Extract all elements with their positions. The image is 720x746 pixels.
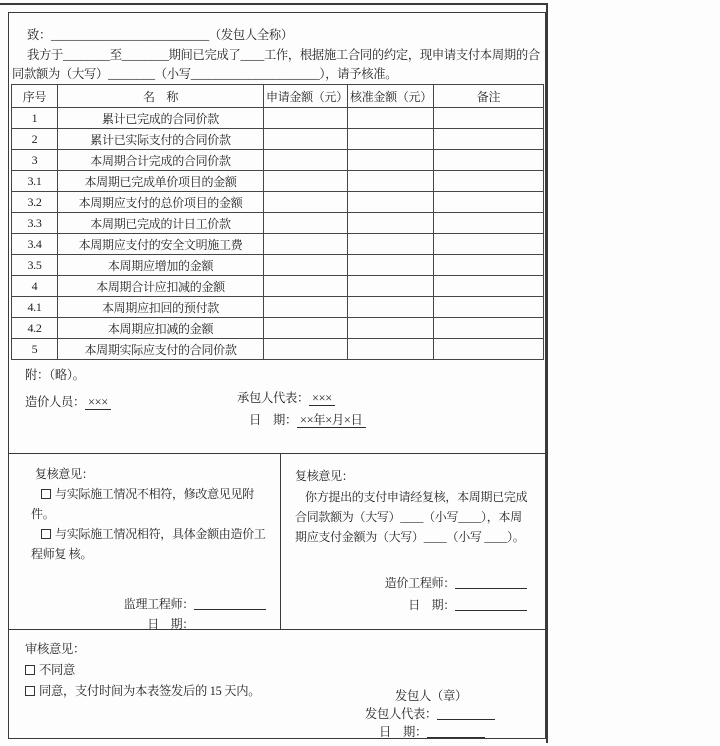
disagree-label: 不同意 bbox=[39, 663, 75, 677]
row-no: 3.2 bbox=[12, 192, 58, 213]
remark-cell[interactable] bbox=[434, 213, 544, 234]
approved-amount-cell[interactable] bbox=[348, 129, 434, 150]
contractor-date-value[interactable]: ××年×月×日 bbox=[297, 413, 366, 428]
col-header-no: 序号 bbox=[12, 85, 58, 108]
approved-amount-cell[interactable] bbox=[348, 108, 434, 129]
apply-amount-cell[interactable] bbox=[264, 339, 348, 360]
remark-cell[interactable] bbox=[434, 171, 544, 192]
row-name: 本周期应增加的金额 bbox=[58, 255, 264, 276]
employer-rep-line bbox=[365, 705, 525, 723]
supervisor-date-label: 日 期： bbox=[147, 617, 194, 631]
employer-rep-label: 发包人代表： bbox=[365, 707, 437, 721]
review-right-paragraph: 你方提出的支付申请经复核，本周期已完成合同款额为（大写）____（小写____），本周期应支付金额为（大写）____（小写 ____）。 bbox=[295, 490, 528, 544]
row-name: 本周期实际应支付的合同价款 bbox=[58, 339, 264, 360]
supervisor-label: 监理工程师： bbox=[123, 597, 194, 611]
cost-engineer-signature-blank[interactable] bbox=[455, 576, 527, 589]
contractor-rep-value[interactable]: ××× bbox=[309, 391, 335, 406]
apply-amount-cell[interactable] bbox=[264, 276, 348, 297]
row-no: 1 bbox=[12, 108, 58, 129]
approved-amount-cell[interactable] bbox=[348, 171, 434, 192]
row-no: 3.4 bbox=[12, 234, 58, 255]
row-no: 3 bbox=[12, 150, 58, 171]
apply-amount-cell[interactable] bbox=[264, 108, 348, 129]
employer-signature-block bbox=[365, 687, 525, 741]
cost-engineer-line bbox=[385, 572, 527, 594]
cost-engineer-review-cell bbox=[281, 454, 545, 629]
payment-application-form bbox=[8, 12, 546, 739]
audit-option-disagree bbox=[25, 660, 545, 681]
remark-cell[interactable] bbox=[434, 255, 544, 276]
col-header-name: 名 称 bbox=[58, 85, 264, 108]
remark-cell[interactable] bbox=[434, 276, 544, 297]
intro-paragraph bbox=[12, 26, 542, 84]
col-header-remark: 备注 bbox=[434, 85, 544, 108]
row-name: 本周期已完成的计日工价款 bbox=[58, 213, 264, 234]
table-row bbox=[12, 108, 544, 129]
row-name: 本周期应支付的安全文明施工费 bbox=[58, 234, 264, 255]
cost-engineer-date-blank[interactable] bbox=[455, 598, 527, 611]
approved-amount-cell[interactable] bbox=[348, 213, 434, 234]
apply-amount-cell[interactable] bbox=[264, 213, 348, 234]
contractor-rep-label: 承包人代表： bbox=[237, 391, 309, 405]
cost-clerk-value[interactable]: ××× bbox=[85, 395, 111, 410]
table-row bbox=[12, 150, 544, 171]
row-no: 2 bbox=[12, 129, 58, 150]
table-row bbox=[12, 234, 544, 255]
table-row bbox=[12, 318, 544, 339]
mismatch-label: 与实际施工情况不相符，修改意见见附件。 bbox=[31, 487, 254, 521]
row-name: 本周期应支付的总价项目的金额 bbox=[58, 192, 264, 213]
table-header-row bbox=[12, 85, 544, 108]
row-name: 累计已实际支付的合同价款 bbox=[58, 129, 264, 150]
row-no: 3.1 bbox=[12, 171, 58, 192]
table-row bbox=[12, 297, 544, 318]
contractor-rep-block bbox=[237, 387, 366, 431]
apply-amount-cell[interactable] bbox=[264, 255, 348, 276]
review-left-title: 复核意见： bbox=[35, 467, 94, 481]
table-row bbox=[12, 255, 544, 276]
cost-engineer-date-label: 日 期： bbox=[408, 598, 455, 612]
table-row bbox=[12, 339, 544, 360]
apply-amount-cell[interactable] bbox=[264, 318, 348, 339]
approved-amount-cell[interactable] bbox=[348, 339, 434, 360]
apply-amount-cell[interactable] bbox=[264, 171, 348, 192]
cost-engineer-signature-block bbox=[385, 572, 527, 616]
supervisor-line bbox=[124, 594, 266, 614]
row-name: 本周期已完成单价项目的金额 bbox=[58, 171, 264, 192]
approved-amount-cell[interactable] bbox=[348, 318, 434, 339]
employer-date-blank[interactable] bbox=[427, 725, 485, 738]
row-no: 3.3 bbox=[12, 213, 58, 234]
remark-cell[interactable] bbox=[434, 297, 544, 318]
remark-cell[interactable] bbox=[434, 129, 544, 150]
cost-engineer-label: 造价工程师： bbox=[384, 576, 455, 590]
approved-amount-cell[interactable] bbox=[348, 276, 434, 297]
review-option-mismatch bbox=[31, 484, 272, 524]
approved-amount-cell[interactable] bbox=[348, 297, 434, 318]
apply-amount-cell[interactable] bbox=[264, 234, 348, 255]
cost-clerk-label: 造价人员： bbox=[25, 395, 85, 409]
row-name: 本周期合计应扣减的金额 bbox=[58, 276, 264, 297]
table-row bbox=[12, 213, 544, 234]
table-row bbox=[12, 129, 544, 150]
apply-amount-cell[interactable] bbox=[264, 297, 348, 318]
col-header-approve: 核准金额（元） bbox=[348, 85, 434, 108]
audit-opinion-row bbox=[9, 629, 545, 738]
supervisor-signature-block bbox=[124, 594, 266, 634]
contractor-date-line bbox=[249, 409, 366, 431]
agree-checkbox[interactable] bbox=[25, 686, 35, 696]
row-no: 3.5 bbox=[12, 255, 58, 276]
employer-date-line bbox=[379, 723, 525, 741]
row-name: 本周期合计完成的合同价款 bbox=[58, 150, 264, 171]
col-header-apply: 申请金额（元） bbox=[264, 85, 348, 108]
review-opinions-row bbox=[9, 453, 545, 629]
contractor-date-label: 日 期： bbox=[249, 413, 297, 427]
application-statement: 我方于________至________期间已完成了____工作，根据施工合同的约定，现申请支付本周期的合同款额为（大写）________（小写______________________），请予核准。 bbox=[12, 48, 540, 81]
remark-cell[interactable] bbox=[434, 108, 544, 129]
row-no: 4 bbox=[12, 276, 58, 297]
mismatch-checkbox[interactable] bbox=[41, 489, 51, 499]
disagree-checkbox[interactable] bbox=[25, 665, 35, 675]
match-checkbox[interactable] bbox=[41, 529, 51, 539]
cost-engineer-date-line bbox=[385, 594, 527, 616]
row-no: 4.1 bbox=[12, 297, 58, 318]
remark-cell[interactable] bbox=[434, 318, 544, 339]
table-row bbox=[12, 192, 544, 213]
attachment-note: 附：（略）。 bbox=[25, 368, 85, 382]
apply-amount-cell[interactable] bbox=[264, 150, 348, 171]
review-option-match bbox=[31, 524, 272, 564]
remark-cell[interactable] bbox=[434, 150, 544, 171]
remark-cell[interactable] bbox=[434, 234, 544, 255]
approved-amount-cell[interactable] bbox=[348, 150, 434, 171]
agree-label: 同意，支付时间为本表签发后的 15 天内。 bbox=[39, 684, 261, 698]
supervisor-review-cell bbox=[9, 454, 281, 629]
table-row bbox=[12, 171, 544, 192]
approved-amount-cell[interactable] bbox=[348, 234, 434, 255]
row-name: 累计已完成的合同价款 bbox=[58, 108, 264, 129]
addressee-line: 致：___________________________（发包人全称） bbox=[27, 28, 293, 42]
contractor-rep-line bbox=[237, 387, 366, 409]
payment-items-table bbox=[11, 84, 544, 360]
row-no: 5 bbox=[12, 339, 58, 360]
approved-amount-cell[interactable] bbox=[348, 255, 434, 276]
row-name: 本周期应扣回的预付款 bbox=[58, 297, 264, 318]
table-row bbox=[12, 276, 544, 297]
employer-rep-signature-blank[interactable] bbox=[437, 707, 495, 720]
supervisor-signature-blank[interactable] bbox=[194, 597, 266, 610]
match-label: 与实际施工情况相符，具体金额由造价工程师复 核。 bbox=[31, 527, 266, 561]
apply-amount-cell[interactable] bbox=[264, 192, 348, 213]
remark-cell[interactable] bbox=[434, 339, 544, 360]
approved-amount-cell[interactable] bbox=[348, 192, 434, 213]
apply-amount-cell[interactable] bbox=[264, 129, 348, 150]
audit-title: 审核意见： bbox=[25, 642, 85, 656]
employer-seal-label: 发包人（章） bbox=[395, 689, 467, 703]
row-name: 本周期应扣减的金额 bbox=[58, 318, 264, 339]
remark-cell[interactable] bbox=[434, 192, 544, 213]
employer-date-label: 日 期： bbox=[379, 725, 427, 739]
review-right-title: 复核意见： bbox=[295, 469, 354, 483]
row-no: 4.2 bbox=[12, 318, 58, 339]
cost-clerk-signature bbox=[25, 392, 111, 410]
